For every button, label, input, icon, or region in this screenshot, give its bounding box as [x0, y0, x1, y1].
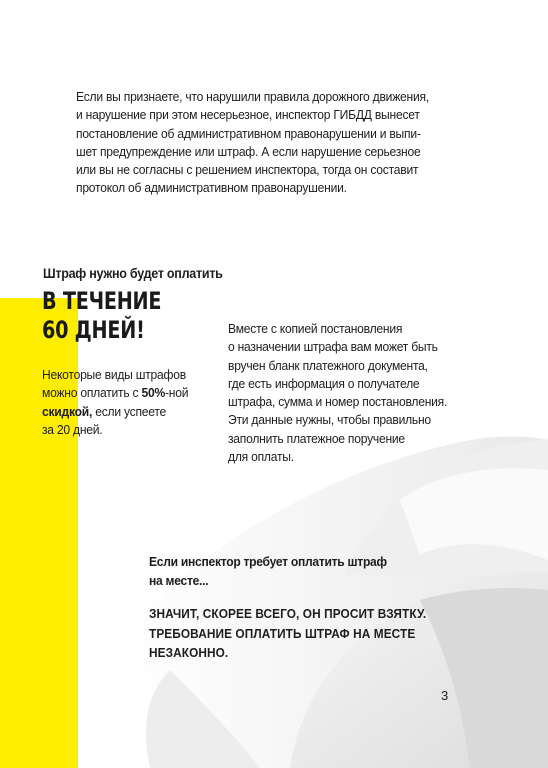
headline-line-2: 60 ДНЕЙ! — [42, 316, 145, 344]
note-line: вручен бланк платежного документа, — [228, 357, 428, 373]
intro-line: постановление об административном правонарушении и выпи- — [76, 125, 421, 141]
discount-text: -ной — [164, 385, 189, 401]
discount-text: если успеете — [92, 403, 167, 419]
intro-line: Если вы признаете, что нарушили правила дорожного движения, — [76, 89, 429, 104]
intro-line: и нарушение при этом несерьезное, инспектор ГИБДД вынесет — [76, 107, 420, 123]
discount-note — [42, 366, 188, 439]
discount-line — [42, 384, 188, 402]
warning-lead-line: на месте... — [149, 573, 209, 588]
discount-text: можно оплатить с — [42, 385, 142, 401]
warning-lead-line: Если инспектор требует оплатить штраф — [149, 554, 387, 569]
intro-paragraph — [76, 88, 429, 198]
warning-lead — [149, 552, 387, 590]
discount-line — [42, 403, 188, 421]
note-line: Эти данные нужны, чтобы правильно — [228, 412, 431, 428]
note-line: штрафа, сумма и номер постановления. — [228, 394, 448, 410]
page-number: 3 — [441, 688, 449, 703]
discount-percent: 50% — [141, 385, 165, 401]
intro-line: протокол об административном правонарушении. — [76, 180, 347, 196]
bribe-warning — [149, 604, 426, 663]
note-line: заполнить платежное поручение — [228, 430, 405, 446]
bribe-warning-line: ЗНАЧИТ, СКОРЕЕ ВСЕГО, ОН ПРОСИТ ВЗЯТКУ. — [149, 606, 427, 621]
headline — [42, 287, 161, 345]
headline-line-1: В ТЕЧЕНИЕ — [42, 287, 162, 315]
payment-document-note — [228, 320, 447, 466]
discount-emphasis: скидкой, — [42, 403, 93, 419]
bribe-warning-line: ТРЕБОВАНИЕ ОПЛАТИТЬ ШТРАФ НА МЕСТЕ — [149, 625, 416, 641]
intro-line: или вы не согласны с решением инспектора, тогда он составит — [76, 162, 419, 178]
discount-line: за 20 дней. — [42, 421, 103, 437]
note-line: о назначении штрафа вам может быть — [228, 339, 438, 355]
note-line: Вместе с копией постановления — [228, 321, 403, 336]
bribe-warning-line: НЕЗАКОННО. — [149, 645, 229, 660]
note-line: где есть информация о получателе — [228, 375, 420, 391]
discount-line: Некоторые виды штрафов — [42, 367, 186, 382]
note-line: для оплаты. — [228, 449, 294, 465]
intro-line: шет предупреждение или штраф. А если нарушение серьезное — [76, 143, 421, 159]
fine-kicker: Штраф нужно будет оплатить — [43, 266, 223, 281]
